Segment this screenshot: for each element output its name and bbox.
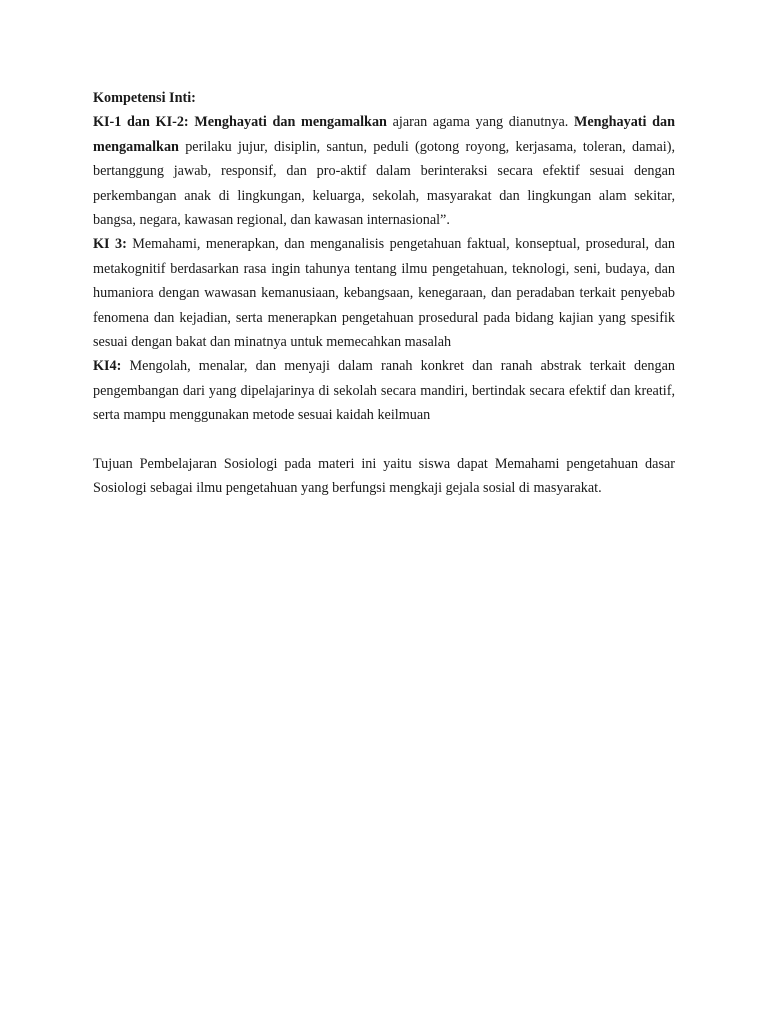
ki-4-paragraph <box>93 354 675 427</box>
ki-1-2-text-2: perilaku jujur, disiplin, santun, peduli (gotong royong, kerjasama, toleran, damai), bertanggung jawab, responsif, dan pro-aktif dalam berinteraksi secara efektif sesuai dengan perkembangan anak di lingkungan, keluarga, sekolah, masyarakat dan lingkungan alam sekitar, bangsa, negara, kawasan regional, dan kawasan internasional”. <box>93 138 675 229</box>
ki-4-text: Mengolah, menalar, dan menyaji dalam ranah konkret dan ranah abstrak terkait dengan pengembangan dari yang dipelajarinya di sekolah secara mandiri, bertindak secara efektif dan kreatif, serta mampu menggunakan metode sesuai kaidah keilmuan <box>93 358 675 424</box>
section-heading: Kompetensi Inti: <box>93 90 196 106</box>
tujuan-paragraph: Tujuan Pembelajaran Sosiologi pada materi ini yaitu siswa dapat Memahami pengetahuan dasar Sosiologi sebagai ilmu pengetahuan yang berfungsi mengkaji gejala sosial di masyarakat. <box>93 455 675 497</box>
ki-1-2-emphasis-1: Menghayati dan mengamalkan <box>194 114 387 131</box>
ki-1-2-text-1: ajaran agama yang dianutnya. <box>386 114 574 131</box>
ki-4-label: KI4: <box>93 358 122 375</box>
ki-3-text: Memahami, menerapkan, dan menganalisis pengetahuan faktual, konseptual, prosedural, dan metakognitif berdasarkan rasa ingin tahunya tentang ilmu pengetahuan, teknologi, seni, budaya, dan humaniora dengan wawasan kemanusiaan, kebangsaan, kenegaraan, dan peradaban terkait penyebab fenomena dan kejadian, serta menerapkan pengetahuan prosedural pada bidang kajian yang spesifik sesuai dengan bakat dan minatnya untuk memecahkan masalah <box>93 236 675 351</box>
document-page <box>93 86 675 501</box>
ki-3-paragraph <box>93 232 675 354</box>
paragraph-spacer <box>93 428 675 452</box>
ki-1-2-paragraph <box>93 110 675 232</box>
ki-3-label: KI 3: <box>93 236 127 253</box>
ki-1-2-emphasis-2: Menghayati dan mengamalkan <box>93 114 675 155</box>
ki-1-2-label: KI-1 dan KI-2: <box>93 114 189 131</box>
